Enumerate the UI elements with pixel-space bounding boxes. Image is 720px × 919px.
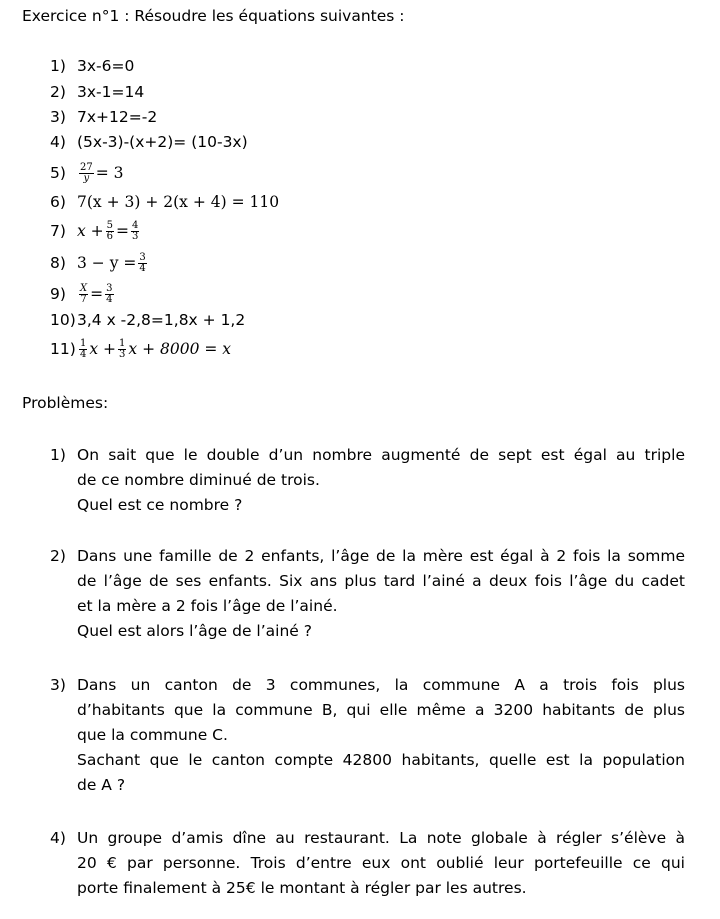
problem-line: porte finalement à 25€ le montant à régler par les autres.: [77, 879, 527, 897]
problem-line: de l’âge de ses enfants. Six ans plus tard l’ainé a deux fois l’âge du cadet: [77, 572, 685, 590]
equation-9: [50, 279, 116, 309]
equation-number: 7): [50, 222, 66, 240]
equation-11: [50, 334, 231, 364]
equation-6: [50, 192, 279, 212]
equation-text: 3x-6=0: [77, 57, 135, 75]
exercise-title: Exercice n°1 : Résoudre les équations suivantes :: [22, 7, 405, 25]
equation-text: 3x-1=14: [77, 83, 145, 101]
equation-text: 7(x + 3) + 2(x + 4) = 110: [77, 193, 280, 211]
equation-number: 4): [50, 133, 66, 151]
problem-line: 20 € par personne. Trois d’entre eux ont oublié leur portefeuille ce qui: [77, 854, 685, 872]
equation-text: =: [116, 222, 130, 240]
equation-number: 11): [50, 340, 76, 358]
fraction: $\frac{1}{3}$: [119, 337, 126, 360]
fraction: $\frac{27}{y}$: [80, 161, 93, 184]
equation-text: 7x+12=-2: [77, 108, 158, 126]
problem-line: de ce nombre diminué de trois.: [77, 471, 320, 489]
problem-2-number: 2): [50, 547, 66, 565]
equation-text: 3 − y =: [77, 254, 137, 272]
fraction: $\frac{5}{6}$: [106, 219, 114, 242]
problem-line: Quel est ce nombre ?: [77, 496, 243, 514]
fraction: $\frac{1}{4}$: [80, 337, 87, 360]
equation-number: 1): [50, 57, 66, 75]
problem-line: de A ?: [77, 776, 126, 794]
problem-line: Dans un canton de 3 communes, la commune A a trois fois plus: [77, 676, 685, 694]
problem-line: Sachant que le canton compte 42800 habitants, quelle est la population: [77, 751, 685, 769]
equation-number: 2): [50, 83, 66, 101]
equation-4: [50, 132, 248, 152]
problem-1-number: 1): [50, 446, 66, 464]
problem-1-text: [77, 443, 685, 518]
fraction: $\frac{3}{4}$: [139, 251, 146, 274]
problem-4-text: [77, 826, 685, 901]
equation-text: = 3: [95, 164, 124, 182]
problem-3-text: [77, 673, 685, 798]
problem-line: que la commune C.: [77, 726, 228, 744]
equation-number: 9): [50, 285, 66, 303]
problem-line: On sait que le double d’un nombre augmenté de sept est égal au triple: [77, 446, 685, 464]
fraction: $\frac{X}{7}$: [80, 282, 88, 305]
fraction: $\frac{3}{4}$: [106, 282, 113, 305]
equation-number: 10): [50, 311, 76, 329]
fraction: $\frac{4}{3}$: [132, 219, 139, 242]
equation-number: 8): [50, 254, 66, 272]
problem-line: Dans une famille de 2 enfants, l’âge de la mère est égal à 2 fois la somme: [77, 547, 685, 565]
equation-5: [50, 158, 124, 188]
problem-2-text: [77, 544, 685, 644]
equation-7: [50, 216, 141, 246]
equation-text: (5x-3)-(x+2)= (10-3x): [77, 133, 248, 151]
equation-number: 3): [50, 108, 66, 126]
problem-4-number: 4): [50, 829, 66, 847]
equation-3: [50, 107, 157, 127]
problem-line: Un groupe d’amis dîne au restaurant. La note globale à régler s’élève à: [77, 829, 685, 847]
equation-text: =: [90, 285, 104, 303]
equation-text: x +: [77, 222, 104, 240]
equation-2: [50, 82, 144, 102]
equation-text: x + 8000 = x: [128, 340, 232, 358]
equation-10: [50, 310, 245, 330]
problem-line: et la mère a 2 fois l’âge de l’ainé.: [77, 597, 338, 615]
problem-line: Quel est alors l’âge de l’ainé ?: [77, 622, 312, 640]
problem-3-number: 3): [50, 676, 66, 694]
problem-line: d’habitants que la commune B, qui elle même a 3200 habitants de plus: [77, 701, 685, 719]
equation-1: [50, 56, 134, 76]
problems-heading: Problèmes:: [22, 394, 109, 412]
equation-text: x +: [89, 340, 117, 358]
equation-number: 5): [50, 164, 66, 182]
equation-number: 6): [50, 193, 66, 211]
equation-text: 3,4 x -2,8=1,8x + 1,2: [77, 311, 246, 329]
equation-8: [50, 248, 149, 278]
